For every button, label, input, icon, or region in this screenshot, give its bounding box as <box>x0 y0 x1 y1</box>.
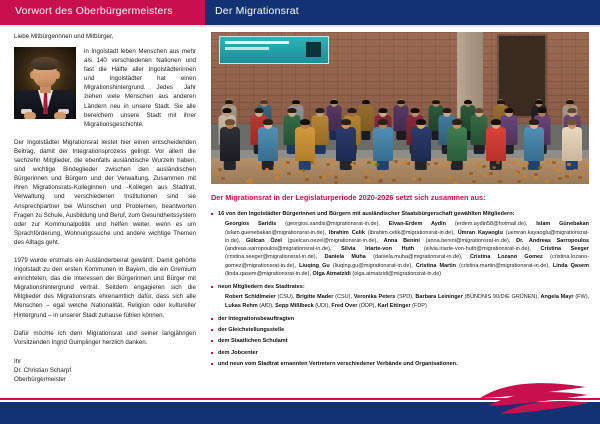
member-email[interactable]: (erdem.aydin58@hotmail.de) <box>454 221 526 228</box>
photo-fallen-leaf <box>522 167 526 170</box>
body-paragraph-3: 1979 wurde erstmals ein Ausländerbeirat gewählt. Damit gehörte Ingolstadt zu den ersten Kommunen in Bayern, die ein Gremium einrichteten, das die Interessen der Bürgerinnen und Bürger mit Migrationshintergrund vertrat. Seitdem engagieren sich die Mitglieder des Migrationsrats ehrenamtlich dafür, dass sich alle Menschen – egal welche Nationalität, Religion oder kultureller Hintergrund – in unserer Stadt zuhause fühlen können. <box>14 256 196 319</box>
portrait-hand-right <box>54 112 66 119</box>
stadtrat-members-names: Robert Schidlmeier (CSU), Brigitte Mader (CSU), Veronika Peters (SPD), Barbara Leininger (BÜNDNIS 90/DIE GRÜNEN), Angela Mayr (FW), Lukas Rehm (AfD), Sepp Mißlbeck (UDI), Fred Over (ÖDP), Karl Ettinger (FDP) <box>225 294 590 309</box>
photo-fallen-leaf <box>534 176 538 179</box>
member-name: Ümran Kayaoglu <box>457 229 503 236</box>
member-party: (UDI) <box>315 302 329 309</box>
member-name: Robert Schidlmeier <box>225 294 276 301</box>
photo-person-hair <box>566 100 574 104</box>
bullet-stadtrat-label: neun Mitgliedern des Stadtrates: <box>218 284 305 291</box>
right-column <box>211 32 589 371</box>
photo-person-body <box>411 127 431 161</box>
signature-block <box>14 357 196 384</box>
intro-paragraph: in Ingolstadt leben Menschen aus mehr als 140 verschiedenen Nationen und fast die Hälfte aller Ingolstädterinnen und Ingolstädter hat einen Migrationshintergrund. Jedes Jahr ziehen viele Menschen aus anderen Ländern neu in unsere Stadt. Sie alle bereichern unsere Stadt mit ihrer Migrationsgeschichte. <box>84 48 196 128</box>
photo-fallen-leaf <box>365 170 369 173</box>
photo-person-hair <box>378 108 387 113</box>
member-email[interactable]: (linda.qasem@migrationsrat-in.de) <box>225 270 310 277</box>
member-name: Sepp Mißlbeck <box>275 302 314 309</box>
member-name: Olga Atmatzidi <box>312 270 351 277</box>
member-name: Gülcan Özel <box>246 237 282 244</box>
photo-person-body <box>336 127 356 161</box>
photo-person-hair <box>397 100 405 104</box>
member-name: Anna Benini <box>383 237 420 244</box>
photo-fallen-leaf <box>578 176 582 179</box>
photo-person-body <box>373 127 393 161</box>
photo-fallen-leaf <box>538 166 542 169</box>
photo-person-hair <box>255 108 264 113</box>
signature-line-2: Dr. Christian Scharpf <box>14 366 72 374</box>
photo-person-hair <box>443 108 452 113</box>
photo-person-hair <box>330 100 338 104</box>
member-party: (FW) <box>575 294 588 301</box>
member-email[interactable]: (liuqing.gu@migrationsrat-in.de) <box>332 262 412 269</box>
list-item-jobcenter <box>211 349 589 357</box>
member-email[interactable]: (cristina.seeger@migrationsrat-in.de) <box>225 254 316 261</box>
section-title: Der Migrationsrat in der Legislaturperiode 2020-2026 setzt sich zusammen aus: <box>211 193 486 202</box>
photo-person-hair <box>225 119 235 125</box>
body-paragraph-4: Dafür möchte ich dem Migrationsrat und seiner langjährigen Vorsitzenden Ingrid Gumplinger herzlich danken. <box>14 329 196 346</box>
portrait-hair <box>31 57 59 70</box>
member-name: Barbara Leininger <box>415 294 463 301</box>
photo-person-hair <box>535 100 543 104</box>
photo-person <box>562 123 582 170</box>
photo-fallen-leaf <box>265 168 269 171</box>
photo-fallen-leaf <box>248 181 252 184</box>
member-email[interactable]: (islam.guenebakan@migrationsrat-in.de) <box>225 229 325 236</box>
member-name: Linda Qasem <box>552 262 589 269</box>
photo-fallen-leaf <box>299 170 303 173</box>
photo-person-body <box>220 127 240 161</box>
photo-person-body <box>359 105 374 131</box>
photo-person-body <box>258 127 278 161</box>
photo-person-hair <box>452 119 462 125</box>
portrait-and-intro <box>14 47 196 129</box>
photo-fallen-leaf <box>517 180 521 183</box>
member-name: Ibrahim Celik <box>328 229 365 236</box>
composition-list <box>211 210 589 368</box>
photo-person-hair <box>464 100 472 104</box>
photo-fallen-leaf <box>282 163 286 166</box>
photo-person-hair <box>287 108 296 113</box>
photo-person-body <box>447 127 467 161</box>
left-column <box>14 32 196 384</box>
member-name: Elvan-Erdem Aydin <box>388 221 447 228</box>
photo-person-hair <box>411 108 420 113</box>
photo-person-hair <box>300 119 310 125</box>
member-name: Georgios Saridis <box>225 221 277 228</box>
list-item-equality <box>211 326 589 334</box>
photo-fallen-leaf <box>545 180 549 183</box>
list-item-integration <box>211 315 589 323</box>
photo-fallen-leaf <box>418 178 422 181</box>
member-party: (ÖDP) <box>358 302 375 309</box>
photo-person-hair <box>316 108 325 113</box>
member-name: Angela Mayr <box>540 294 574 301</box>
photo-person-hair <box>223 108 232 113</box>
photo-person-hair <box>529 119 539 125</box>
photo-person <box>258 123 278 170</box>
photo-fallen-leaf <box>546 161 550 164</box>
member-party: (SPD) <box>397 294 413 301</box>
photo-person-hair <box>567 108 576 113</box>
member-party: (FDP) <box>412 302 427 309</box>
page-header <box>0 0 600 25</box>
photo-person-hair <box>260 100 268 104</box>
member-email[interactable]: (georgios.saridis@migrationsrat-in.de) <box>285 221 379 228</box>
member-name: Lukas Rehm <box>225 302 258 309</box>
header-divider-right <box>205 25 600 27</box>
member-email[interactable]: (andreas.sarropoulos@migrationsrat-in.de) <box>225 246 330 253</box>
photo-fallen-leaf <box>286 161 290 164</box>
photo-fallen-leaf <box>472 180 476 183</box>
member-party: (CSU) <box>277 294 293 301</box>
member-email[interactable]: (olga.atmatzidi@migrationsrat-in.de) <box>352 270 442 277</box>
member-name: Liuqing Gu <box>299 262 330 269</box>
photo-fallen-leaf <box>326 163 330 166</box>
photo-fallen-leaf <box>434 162 438 165</box>
photo-person-body <box>486 127 506 161</box>
photo-fallen-leaf <box>367 179 371 182</box>
member-party: (CSU) <box>335 294 351 301</box>
portrait-hand-left <box>24 112 36 119</box>
member-name: Cristina Martin <box>415 262 457 269</box>
photo-fallen-leaf <box>329 172 333 175</box>
photo-person-hair <box>567 119 577 125</box>
photo-fallen-leaf <box>469 172 473 175</box>
mayor-portrait-photo <box>14 47 76 119</box>
photo-fallen-leaf <box>394 160 398 163</box>
elected-members-names: Georgios Saridis (georgios.saridis@migrationsrat-in.de), Elvan-Erdem Aydin (erdem.aydin58@hotmail.de), Islam Günebakan (islam.guenebakan@migrationsrat-in.de), Ibrahim Celik (ibrahim.celik@migrationsrat-in.de), Ümran Kayaoglu (uemran.kayaoglu@migrationsrat-in.de), Gülcan Özel (guelcan.oezel@migrationsrat-in.de), Anna Benini (anna.benini@migrationsrat-in.de), Dr. Andreas Sarropoulos (andreas.sarropoulos@migrationsrat-in.de), Silvia Iriarte-von Huth (silvia.iriarte-von-huth@migrationsrat-in.de), Cristina Seeger (cristina.seeger@migrationsrat-in.de), Daniela Muha (daniela.muha@migrationsrat-in.de), Cristina Lozano Gomez (cristina.lozano-gomez@migrationsrat-in.de), Liuqing Gu (liuqing.gu@migrationsrat-in.de), Cristina Martin (cristina.martin@migrationsrat-in.de), Linda Qasem (linda.qasem@migrationsrat-in.de), Olga Atmatzidi (olga.atmatzidi@migrationsrat-in.de) <box>225 221 590 277</box>
bullet-equality-label: der Gleichstellungsstelle <box>218 327 285 334</box>
signature-line-3: Oberbürgermeister <box>14 376 66 383</box>
member-name: Daniela Muha <box>324 254 366 261</box>
member-name: Islam Günebakan <box>536 221 590 228</box>
body-paragraph-2: Der Ingolstädter Migrationsrat leistet hier einen entscheidenden Beitrag, damit der Integrationsprozess gelingt. Vor allem die sechzehn Mitglieder, die ebenfalls ausländische Wurzeln haben, sind wichtige Bindeglieder zwischen den ausländischen Bürgerinnen und Bürgern und der Verwaltung. Zusammen mit ihren Migrationsrats-Kolleginnen und -Kollegen aus Stadtrat, Verwaltung und verschiedenen Institutionen sind sie Ansprechpartner bei Wünschen und Problemen, beantworten Fragen zu Schule, Ausbildung und Beruf, zum Gesundheitssystem oder zur Kommunalpolitik und helfen weiter, wenn es um Sprachförderung, Wohnungssuche und andere wichtige Themen des Alltags geht. <box>14 138 196 246</box>
photo-person-hair <box>347 108 356 113</box>
member-name: Brigitte Mader <box>296 294 334 301</box>
photo-fallen-leaf <box>314 162 318 165</box>
list-item-appointed <box>211 360 589 368</box>
photo-person-hair <box>263 119 273 125</box>
photo-fallen-leaf <box>277 170 281 173</box>
photo-fallen-leaf <box>581 173 585 176</box>
member-email[interactable]: (anna.benini@migrationsrat-in.de) <box>425 237 509 244</box>
list-item-elected <box>211 210 589 278</box>
photo-person-hair <box>475 108 484 113</box>
photo-person <box>220 123 240 170</box>
photo-fallen-leaf <box>334 181 338 184</box>
photo-person-hair <box>432 100 440 104</box>
photo-banner-sign <box>219 36 329 64</box>
member-email[interactable]: (cristina.lozano-gomez@migrationsrat-in.de) <box>225 254 589 269</box>
photo-fallen-leaf <box>443 163 447 166</box>
photo-fallen-leaf <box>375 163 379 166</box>
bullet-school-label: dem Staatlichen Schulamt <box>218 338 288 345</box>
bullet-appointed-label: und neun vom Stadtrat ernannten Vertretern verschiedener Verbände und Organisationen. <box>218 360 458 367</box>
header-right-title: Der Migrationsrat <box>215 5 299 17</box>
photo-fallen-leaf <box>498 180 502 183</box>
photo-fallen-leaf <box>573 169 577 172</box>
list-item-stadtrat <box>211 283 589 310</box>
photo-person-hair <box>292 100 300 104</box>
signature-line-1: Ihr <box>14 357 22 365</box>
member-email[interactable]: (daniela.muha@migrationsrat-in.de) <box>373 254 462 261</box>
photo-person-hair <box>497 100 505 104</box>
photo-person-hair <box>378 119 388 125</box>
member-name: Silvia Iriarte-von Huth <box>341 246 415 253</box>
photo-fallen-leaf <box>367 161 371 164</box>
bullet-jobcenter-label: dem Jobcenter <box>218 349 258 356</box>
photo-person-body <box>524 127 544 161</box>
group-photo <box>211 32 589 184</box>
photo-fallen-leaf <box>364 176 368 179</box>
member-name: Cristina Lozano Gomez <box>469 254 543 261</box>
photo-person-body <box>562 127 582 161</box>
photo-fallen-leaf <box>567 163 571 166</box>
swoosh-wave-logo-icon <box>474 382 592 416</box>
photo-fallen-leaf <box>587 178 589 181</box>
photo-fallen-leaf <box>331 160 335 163</box>
bullet-elected-label: 16 von den Ingolstädter Bürgerinnen und Bürgern mit ausländischer Staatsbürgerschaft gewählten Mitgliedern: <box>218 211 515 217</box>
list-item-school <box>211 337 589 345</box>
photo-person <box>359 103 374 140</box>
member-party: (AfD) <box>259 302 273 309</box>
member-party: (BÜNDNIS 90/DIE GRÜNEN) <box>464 294 538 301</box>
photo-fallen-leaf <box>379 179 383 182</box>
photo-person-hair <box>416 119 426 125</box>
header-left-title: Vorwort des Oberbürgermeisters <box>15 5 173 17</box>
photo-person-hair <box>491 119 501 125</box>
member-name: Fred Over <box>331 302 358 309</box>
photo-fallen-leaf <box>310 161 314 164</box>
member-email[interactable]: (ibrahim.celik@migrationsrat-in.de) <box>367 229 454 236</box>
photo-person-hair <box>362 100 370 104</box>
photo-person-hair <box>225 100 233 104</box>
salutation: Liebe Mitbürgerinnen und Mitbürger, <box>14 33 114 40</box>
member-name: Cristina Seeger <box>540 246 589 253</box>
photo-fallen-leaf <box>534 173 538 176</box>
member-name: Dr. Andreas Sarropoulos <box>516 237 590 244</box>
photo-fallen-leaf <box>512 162 516 165</box>
bullet-integration-label: der Integrationsbeauftragten <box>218 316 295 323</box>
member-email[interactable]: (cristina.martin@migrationsrat-in.de) <box>459 262 549 269</box>
member-email[interactable]: (silvia.iriarte-von-huth@migrationsrat-in.de) <box>423 246 530 253</box>
member-email[interactable]: (uemran.kayaoglu@migrationsrat-in.de) <box>225 229 589 244</box>
member-name: Karl Ettinger <box>377 302 411 309</box>
photo-person-hair <box>537 108 546 113</box>
photo-fallen-leaf <box>552 161 556 164</box>
photo-fallen-leaf <box>477 164 481 167</box>
photo-fallen-leaf <box>341 173 345 176</box>
photo-person-body <box>295 127 315 161</box>
photo-fallen-leaf <box>453 181 457 184</box>
photo-person-hair <box>504 108 513 113</box>
photo-person-hair <box>341 119 351 125</box>
member-email[interactable]: (guelcan.oezel@migrationsrat-in.de) <box>287 237 377 244</box>
member-name: Veronika Peters <box>353 294 396 301</box>
